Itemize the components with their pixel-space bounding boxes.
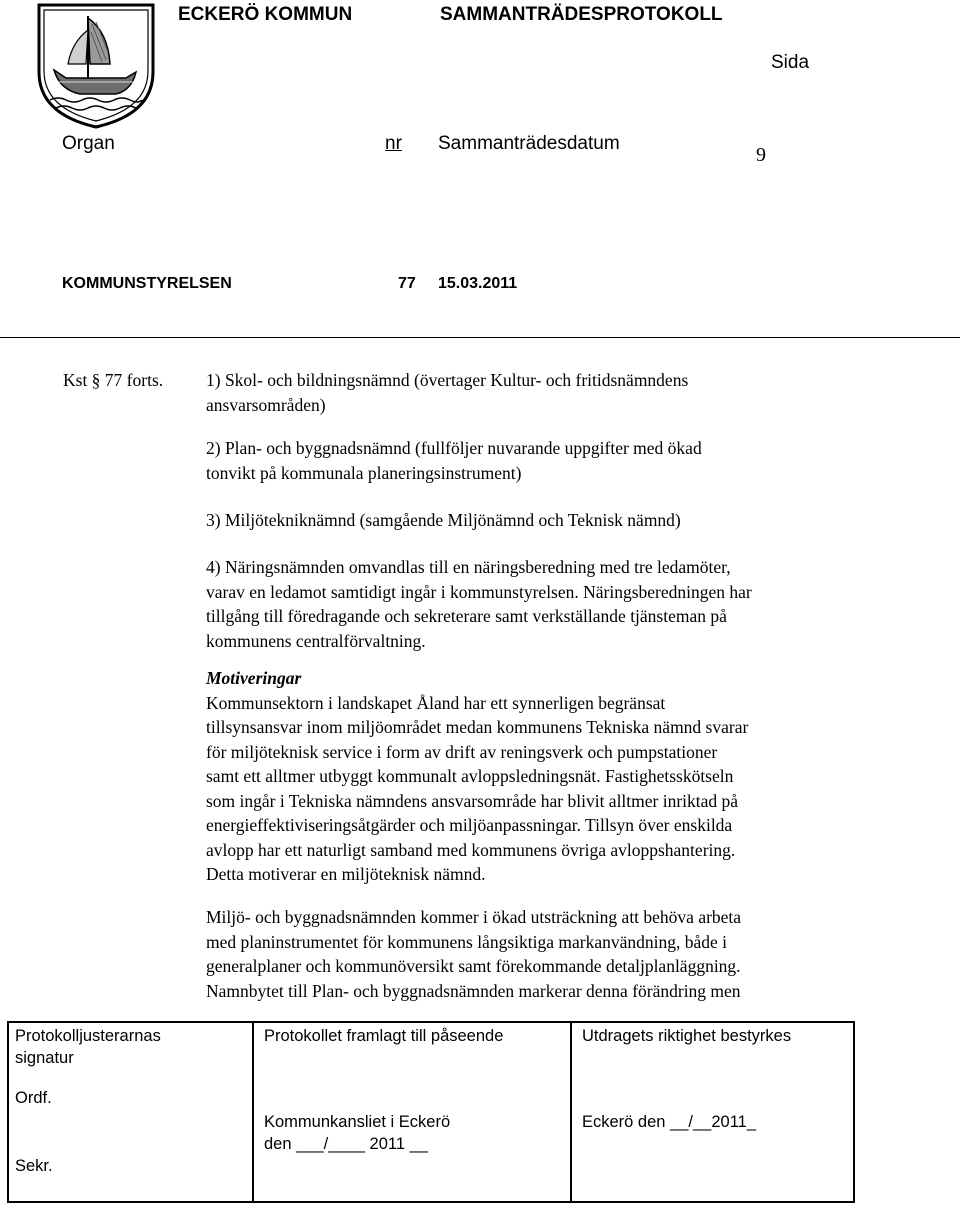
- motivation-line: Detta motiverar en miljöteknisk nämnd.: [206, 864, 486, 884]
- list-item-2-line: 2) Plan- och byggnadsnämnd (fullföljer nuvarande uppgifter med ökad: [206, 438, 702, 458]
- organ-label: Organ: [62, 133, 115, 154]
- list-item-2-line: tonvikt på kommunala planeringsinstrument): [206, 462, 522, 483]
- list-item-3-line: 3) Miljötekniknämnd (samgående Miljönämnd och Teknisk nämnd): [206, 510, 681, 530]
- motivation-section: [206, 666, 846, 887]
- posting-place: Kommunkansliet i Eckerö: [264, 1113, 451, 1131]
- date-value: 15.03.2011: [438, 275, 518, 292]
- certification-column: [572, 1023, 852, 1201]
- paragraph-line: med planinstrumentet för kommunens långsiktiga markanvändning, både i: [206, 931, 727, 952]
- page-label: Sida: [771, 52, 810, 73]
- list-item-2: [206, 436, 846, 485]
- signature-heading: Protokolljusterarnas: [15, 1027, 161, 1045]
- motivation-line: som ingår i Tekniska nämndens ansvarsområde har blivit alltmer inriktad på: [206, 790, 739, 811]
- chairman-label: Ordf.: [15, 1089, 52, 1107]
- list-item-4-line: kommunens centralförvaltning.: [206, 630, 426, 651]
- list-item-3: [206, 508, 846, 533]
- list-item-4-line: varav en ledamot samtidigt ingår i kommunstyrelsen. Näringsberedningen har: [206, 581, 752, 602]
- motivation-heading: Motiveringar: [206, 668, 302, 688]
- list-item-4: [206, 555, 846, 653]
- posting-date: den ___/____ 2011 __: [264, 1135, 428, 1153]
- nr-value: 77: [398, 275, 416, 292]
- list-item-1-line: ansvarsområden): [206, 394, 326, 415]
- signature-column: [9, 1023, 254, 1201]
- list-item-1: [206, 368, 846, 417]
- certification-date: Eckerö den __/__2011_: [582, 1113, 756, 1131]
- paragraph-line: Miljö- och byggnadsnämnden kommer i ökad utsträckning att behöva arbeta: [206, 907, 742, 927]
- nr-label: nr: [385, 133, 402, 154]
- motivation-line: avlopp har ett naturligt samband med kommunens övriga avloppshantering.: [206, 839, 736, 860]
- organ-value: KOMMUNSTYRELSEN: [62, 275, 232, 292]
- municipality-name: ECKERÖ KOMMUN: [178, 4, 353, 25]
- environment-paragraph: [206, 905, 846, 1003]
- posting-column: [254, 1023, 572, 1201]
- list-item-1-line: 1) Skol- och bildningsnämnd (övertager Kultur- och fritidsnämndens: [206, 370, 689, 390]
- paragraph-line: generalplaner och kommunöversikt samt förekommande detaljplanläggning.: [206, 956, 741, 976]
- secretary-label: Sekr.: [15, 1157, 53, 1175]
- signature-table: [7, 1021, 855, 1203]
- motivation-line: energieffektiviseringsåtgärder och miljöanpassningar. Tillsyn över enskilda: [206, 815, 733, 835]
- list-item-4-line: tillgång till föredragande och sekreterare samt verkställande tjänsteman på: [206, 606, 727, 626]
- page-number: 9: [756, 144, 766, 166]
- date-label: Sammanträdesdatum: [438, 133, 620, 154]
- motivation-line: samt ett alltmer utbyggt kommunalt avloppsledningsnät. Fastighetsskötseln: [206, 766, 734, 786]
- section-label: Kst § 77 forts.: [63, 370, 164, 390]
- motivation-line: tillsynsansvar inom miljöområdet medan kommunens Tekniska nämnd svarar: [206, 717, 749, 737]
- motivation-line: Kommunsektorn i landskapet Åland har ett synnerligen begränsat: [206, 692, 666, 713]
- paragraph-line: Namnbytet till Plan- och byggnadsnämnden markerar denna förändring men: [206, 980, 741, 1001]
- certification-heading: Utdragets riktighet bestyrkes: [582, 1027, 792, 1045]
- document-type: SAMMANTRÄDESPROTOKOLL: [440, 4, 723, 25]
- municipal-coat-of-arms: [36, 2, 156, 130]
- list-item-4-line: 4) Näringsnämnden omvandlas till en näringsberedning med tre ledamöter,: [206, 557, 731, 577]
- posting-heading: Protokollet framlagt till påseende: [264, 1027, 504, 1045]
- motivation-line: för miljöteknisk service i form av drift av reningsverk och pumpstationer: [206, 741, 718, 762]
- signature-heading: signatur: [15, 1049, 74, 1067]
- header-separator: [0, 337, 960, 338]
